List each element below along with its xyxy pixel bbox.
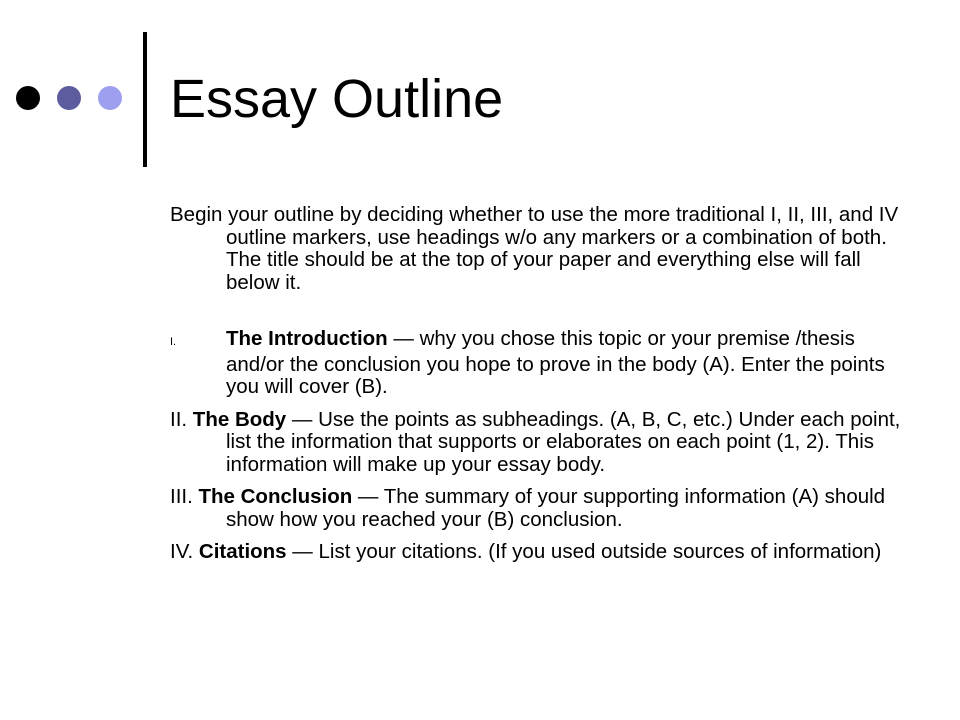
dot-black [16, 86, 40, 110]
title-divider [143, 32, 147, 167]
dot-slate [57, 86, 81, 110]
outline-marker: III. [170, 485, 199, 508]
slide-body [170, 204, 910, 574]
outline-text: — List your citations. (If you used outside sources of information) [286, 540, 882, 563]
intro-paragraph: Begin your outline by deciding whether to use the more traditional I, II, III, and IV outline markers, use headings w/o any markers or a combination of both. The title should be at the top of your paper and everything else will fall below it. [170, 203, 899, 294]
outline-heading: The Introduction [226, 327, 388, 350]
outline-text: — Use the points as subheadings. (A, B, C, etc.) Under each point, list the information that supports or elaborates on each point (1, 2). This information will make up your essay body. [226, 407, 901, 476]
outline-item-citations [170, 541, 910, 564]
outline-text: — The summary of your supporting information (A) should show how you reached your (B) conclusion. [226, 485, 886, 531]
outline-text: — why you chose this topic or your premise /thesis and/or the conclusion you hope to prove in the body (A). Enter the points you will cover (B). [226, 327, 885, 398]
outline-item-introduction [170, 328, 910, 399]
slide-title: Essay Outline [170, 69, 504, 129]
outline-marker: I. [170, 336, 177, 348]
outline-heading: The Body [192, 407, 287, 431]
decorative-dots [16, 86, 122, 110]
outline-marker: IV. [170, 540, 199, 563]
outline-marker: II. [170, 407, 193, 431]
outline-item-body [170, 409, 910, 477]
outline-item-conclusion [170, 486, 910, 531]
outline-heading: The Conclusion [198, 485, 353, 508]
dot-lavender [98, 86, 122, 110]
outline-heading: Citations [198, 540, 287, 563]
